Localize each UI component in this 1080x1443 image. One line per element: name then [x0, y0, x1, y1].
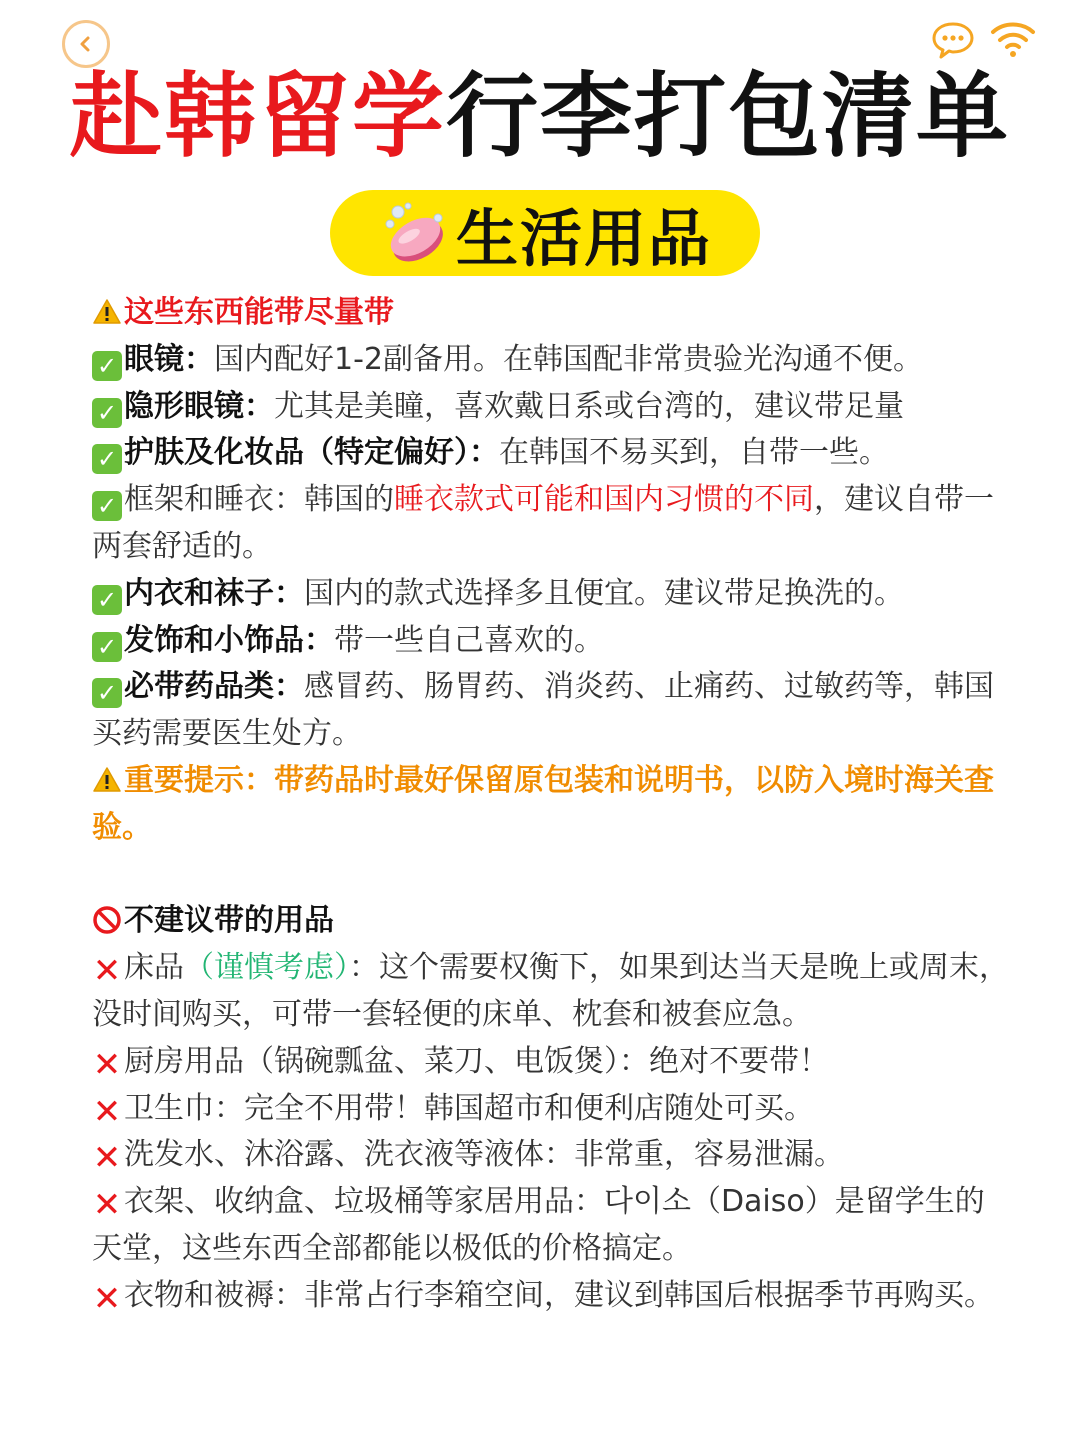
list-item — [92, 1273, 1012, 1320]
check-box-icon: ✓ — [92, 351, 122, 381]
item-label: 护肤及化妆品（特定偏好）： — [124, 435, 499, 471]
item-text: 国内的款式选择多且便宜。建议带足换洗的。 — [304, 575, 904, 611]
cross-icon: ✕ — [92, 1138, 122, 1179]
list-item — [92, 337, 1012, 384]
notice — [92, 758, 1012, 852]
chevron-left-icon — [76, 34, 96, 54]
list-item — [92, 477, 1012, 571]
item-text: 다이소（Daiso）是留学生的天堂，这些东西全部都能以极低的价格搞定。 — [92, 1184, 985, 1266]
item-label: 内衣和袜子： — [124, 575, 304, 611]
section-label-pill — [330, 190, 760, 276]
item-text: 感冒药、肠胃药、消炎药、止痛药、过敏药等，韩国买药需要医生处方。 — [92, 669, 994, 752]
soap-icon — [378, 198, 448, 268]
item-text: 尤其是美瞳，喜欢戴日系或台湾的，建议带足量 — [274, 388, 904, 424]
list-item — [92, 1039, 1012, 1086]
chat-bubble-icon[interactable] — [930, 20, 976, 60]
item-label: 框架和睡衣： — [124, 482, 304, 518]
item-label: 洗发水、沐浴露、洗衣液等液体： — [124, 1137, 574, 1173]
item-text: 完全不用带！韩国超市和便利店随处可买。 — [244, 1090, 814, 1126]
item-text: 国内配好1-2副备用。在韩国配非常贵验光沟通不便。 — [214, 341, 923, 377]
list-item — [92, 1179, 1012, 1273]
wifi-icon — [988, 16, 1038, 60]
item-text: 非常占行李箱空间，建议到韩国后根据季节再购买。 — [304, 1277, 994, 1313]
item-highlight: 睡衣款式可能和国内习惯的不同 — [394, 482, 814, 518]
item-text: 在韩国不易买到，自带一些。 — [499, 435, 889, 471]
prohibited-icon — [92, 905, 122, 935]
page-title — [0, 62, 1080, 172]
checklist-content — [92, 290, 1012, 1320]
list-item — [92, 384, 1012, 431]
item-text: 带一些自己喜欢的。 — [334, 622, 604, 658]
section-label: 生活用品 — [455, 201, 712, 275]
check-box-icon: ✓ — [92, 444, 122, 474]
check-box-icon: ✓ — [92, 632, 122, 662]
list-item — [92, 945, 1012, 1039]
item-text: ：这个需要权衡下，如果到达当天是晚上或周末，没时间购买，可带一套轻便的床单、枕套和被套应急。 — [92, 950, 1009, 1032]
item-text: 韩国的 — [304, 482, 394, 518]
warning-icon — [92, 765, 122, 795]
check-box-icon: ✓ — [92, 678, 122, 708]
item-label: 床品 — [124, 950, 184, 986]
warning-icon — [92, 297, 122, 327]
check-box-icon: ✓ — [92, 585, 122, 615]
cross-icon: ✕ — [92, 951, 122, 992]
item-text: 绝对不要带！ — [649, 1043, 829, 1079]
bring-heading — [92, 290, 1012, 337]
avoid-heading — [92, 898, 1012, 945]
item-label: 隐形眼镜： — [124, 388, 274, 424]
check-box-icon: ✓ — [92, 398, 122, 428]
list-item — [92, 1132, 1012, 1179]
cross-icon: ✕ — [92, 1278, 122, 1319]
item-label: 眼镜： — [124, 341, 214, 377]
notice-text: 重要提示：带药品时最好保留原包装和说明书，以防入境时海关查验。 — [92, 762, 994, 845]
cross-icon: ✕ — [92, 1044, 122, 1085]
list-item — [92, 618, 1012, 665]
item-label: 衣架、收纳盒、垃圾桶等家居用品： — [124, 1184, 604, 1220]
list-item — [92, 571, 1012, 618]
bring-heading-text: 这些东西能带尽量带 — [124, 295, 394, 330]
item-label: 发饰和小饰品： — [124, 622, 334, 658]
title-black-part: 行李打包清单 — [446, 63, 1011, 170]
item-label: 衣物和被褥： — [124, 1277, 304, 1313]
title-red-part: 赴韩留学 — [69, 63, 446, 170]
item-label: 卫生巾： — [124, 1090, 244, 1126]
cross-icon: ✕ — [92, 1091, 122, 1132]
cross-icon: ✕ — [92, 1185, 122, 1226]
section-spacer — [92, 852, 1012, 899]
list-item — [92, 430, 1012, 477]
avoid-heading-text: 不建议带的用品 — [124, 903, 334, 939]
back-button[interactable] — [62, 20, 110, 68]
check-box-icon: ✓ — [92, 491, 122, 521]
item-text: ，建议自带一两套舒适的。 — [92, 482, 994, 564]
item-caution: （谨慎考虑） — [184, 950, 349, 986]
list-item — [92, 664, 1012, 758]
item-label: 必带药品类： — [124, 669, 304, 705]
item-text: 非常重，容易泄漏。 — [574, 1137, 844, 1173]
item-label: 厨房用品（锅碗瓢盆、菜刀、电饭煲）： — [124, 1043, 649, 1079]
list-item — [92, 1086, 1012, 1133]
